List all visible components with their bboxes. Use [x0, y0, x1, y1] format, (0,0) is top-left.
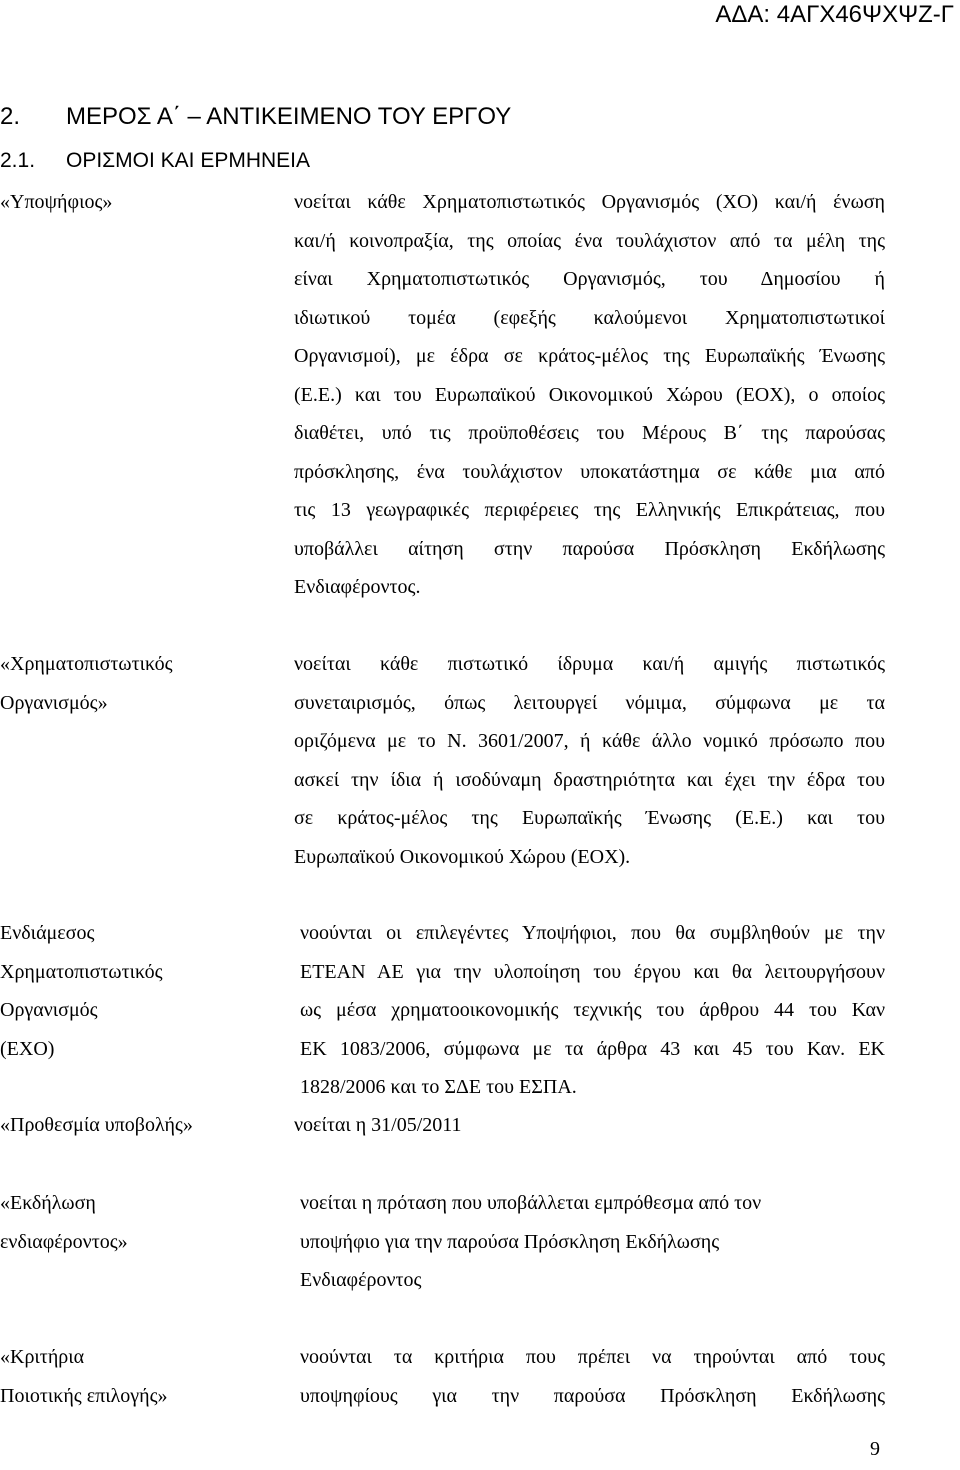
subsection-number: 2.1. — [0, 149, 36, 172]
definition-line: νοούνται οι επιλεγέντες Υποψήφιοι, που θα συμβληθούν με την — [300, 922, 885, 944]
definition-line: Οργανισμοί), με έδρα σε κράτος-μέλος της Ευρωπαϊκής Ένωσης — [294, 345, 885, 367]
definition-line: συνεταιρισμός, όπως λειτουργεί νόμιμα, σύμφωνα με τα — [294, 691, 885, 714]
term-line: Χρηματοπιστωτικός — [0, 960, 163, 983]
subsection-title: ΟΡΙΣΜΟΙ ΚΑΙ ΕΡΜΗΝΕΙΑ — [66, 149, 311, 172]
term-line: Οργανισμός» — [0, 691, 108, 714]
definition-expression-of-interest — [300, 1184, 885, 1300]
definition-line: ασκεί την ίδια ή ισοδύναμη δραστηριότητα και έχει την έδρα του — [294, 768, 885, 791]
definition-line: ως μέσα χρηματοοικονομικής τεχνικής του άρθρου 44 του Καν — [300, 999, 885, 1021]
term-line: «Υποψήφιος» — [0, 191, 113, 213]
section-heading — [0, 102, 511, 132]
section-number: 2. — [0, 103, 21, 130]
term-line: Ποιοτικής επιλογής» — [0, 1384, 168, 1407]
definition-financial-institution — [294, 645, 885, 876]
term-line: «Χρηματοπιστωτικός — [0, 653, 173, 675]
definition-line: είναι Χρηματοπιστωτικός Οργανισμός, του Δημοσίου ή — [294, 268, 885, 290]
definition-line: Ενδιαφέροντος — [300, 1269, 422, 1291]
definition-line: νοείται κάθε Χρηματοπιστωτικός Οργανισμός (ΧΟ) και/ή ένωση — [294, 191, 885, 213]
definition-selection-criteria — [300, 1338, 885, 1415]
page-number: 9 — [870, 1438, 880, 1460]
definition-line: οριζόμενα με το Ν. 3601/2007, ή κάθε άλλο νομικό πρόσωπο που — [294, 730, 885, 752]
definition-line: νοείται η 31/05/2011 — [294, 1114, 462, 1136]
term-line: (ΕΧΟ) — [0, 1037, 55, 1060]
definition-line: ιδιωτικού τομέα (εφεξής καλούμενοι Χρηματοπιστωτικοί — [294, 306, 885, 329]
ada-stamp: ΑΔΑ: 4ΑΓΧ46ΨΧΨΖ-Γ — [715, 1, 954, 28]
section-title: ΜΕΡΟΣ Α΄ – ΑΝΤΙΚΕΙΜΕΝΟ ΤΟΥ ΕΡΓΟΥ — [66, 103, 512, 130]
definition-candidate — [294, 183, 885, 607]
definition-line: 1828/2006 και το ΣΔΕ του ΕΣΠΑ. — [300, 1076, 577, 1098]
definition-line: διαθέτει, υπό τις προϋποθέσεις του Μέρους Β΄ της παρούσας — [294, 422, 885, 444]
term-expression-of-interest — [0, 1184, 128, 1261]
definition-line: Ευρωπαϊκού Οικονομικού Χώρου (ΕΟΧ). — [294, 845, 631, 868]
term-intermediary — [0, 914, 163, 1068]
definition-line: (Ε.Ε.) και του Ευρωπαϊκού Οικονομικού Χώρου (ΕΟΧ), ο οποίος — [294, 383, 885, 406]
term-line: «Εκδήλωση — [0, 1192, 96, 1214]
definition-line: Ενδιαφέροντος. — [294, 576, 421, 598]
subsection-heading — [0, 146, 310, 176]
definition-line: υποψήφιο για την παρούσα Πρόσκληση Εκδήλωσης — [300, 1230, 720, 1253]
definition-line: υποβάλλει αίτηση στην παρούσα Πρόσκληση Εκδήλωσης — [294, 537, 885, 560]
term-selection-criteria — [0, 1338, 168, 1415]
term-line: Οργανισμός — [0, 999, 98, 1021]
term-line: Ενδιάμεσος — [0, 922, 95, 944]
definition-line: ΕΚ 1083/2006, σύμφωνα με τα άρθρα 43 και 45 του Καν. ΕΚ — [300, 1037, 885, 1060]
definition-line: νοείται η πρόταση που υποβάλλεται εμπρόθεσμα από τον — [300, 1192, 762, 1214]
definition-line: και/ή κοινοπραξία, της οποίας ένα τουλάχιστον από τα μέλη της — [294, 229, 885, 252]
definition-line: νοείται κάθε πιστωτικό ίδρυμα και/ή αμιγής πιστωτικός — [294, 653, 885, 675]
term-financial-institution — [0, 645, 173, 722]
definition-line: τις 13 γεωγραφικές περιφέρειες της Ελληνικής Επικράτειας, που — [294, 499, 885, 521]
term-line: ενδιαφέροντος» — [0, 1230, 128, 1253]
definition-line: νοούνται τα κριτήρια που πρέπει να τηρούνται από τους — [300, 1346, 885, 1368]
term-line: «Προθεσμία υποβολής» — [0, 1114, 193, 1136]
definition-line: ΕΤΕΑΝ ΑΕ για την υλοποίηση του έργου και θα λειτουργήσουν — [300, 960, 885, 983]
term-line: «Κριτήρια — [0, 1346, 85, 1368]
definition-line: πρόσκλησης, ένα τουλάχιστον υποκατάστημα σε κάθε μια από — [294, 460, 885, 483]
term-deadline — [0, 1106, 193, 1145]
definition-intermediary — [300, 914, 885, 1107]
definition-line: υποψηφίους για την παρούσα Πρόσκληση Εκδήλωσης — [300, 1384, 885, 1407]
definition-line: σε κράτος-μέλος της Ευρωπαϊκής Ένωσης (Ε.Ε.) και του — [294, 807, 885, 829]
term-candidate — [0, 183, 112, 222]
definition-deadline — [294, 1106, 885, 1145]
